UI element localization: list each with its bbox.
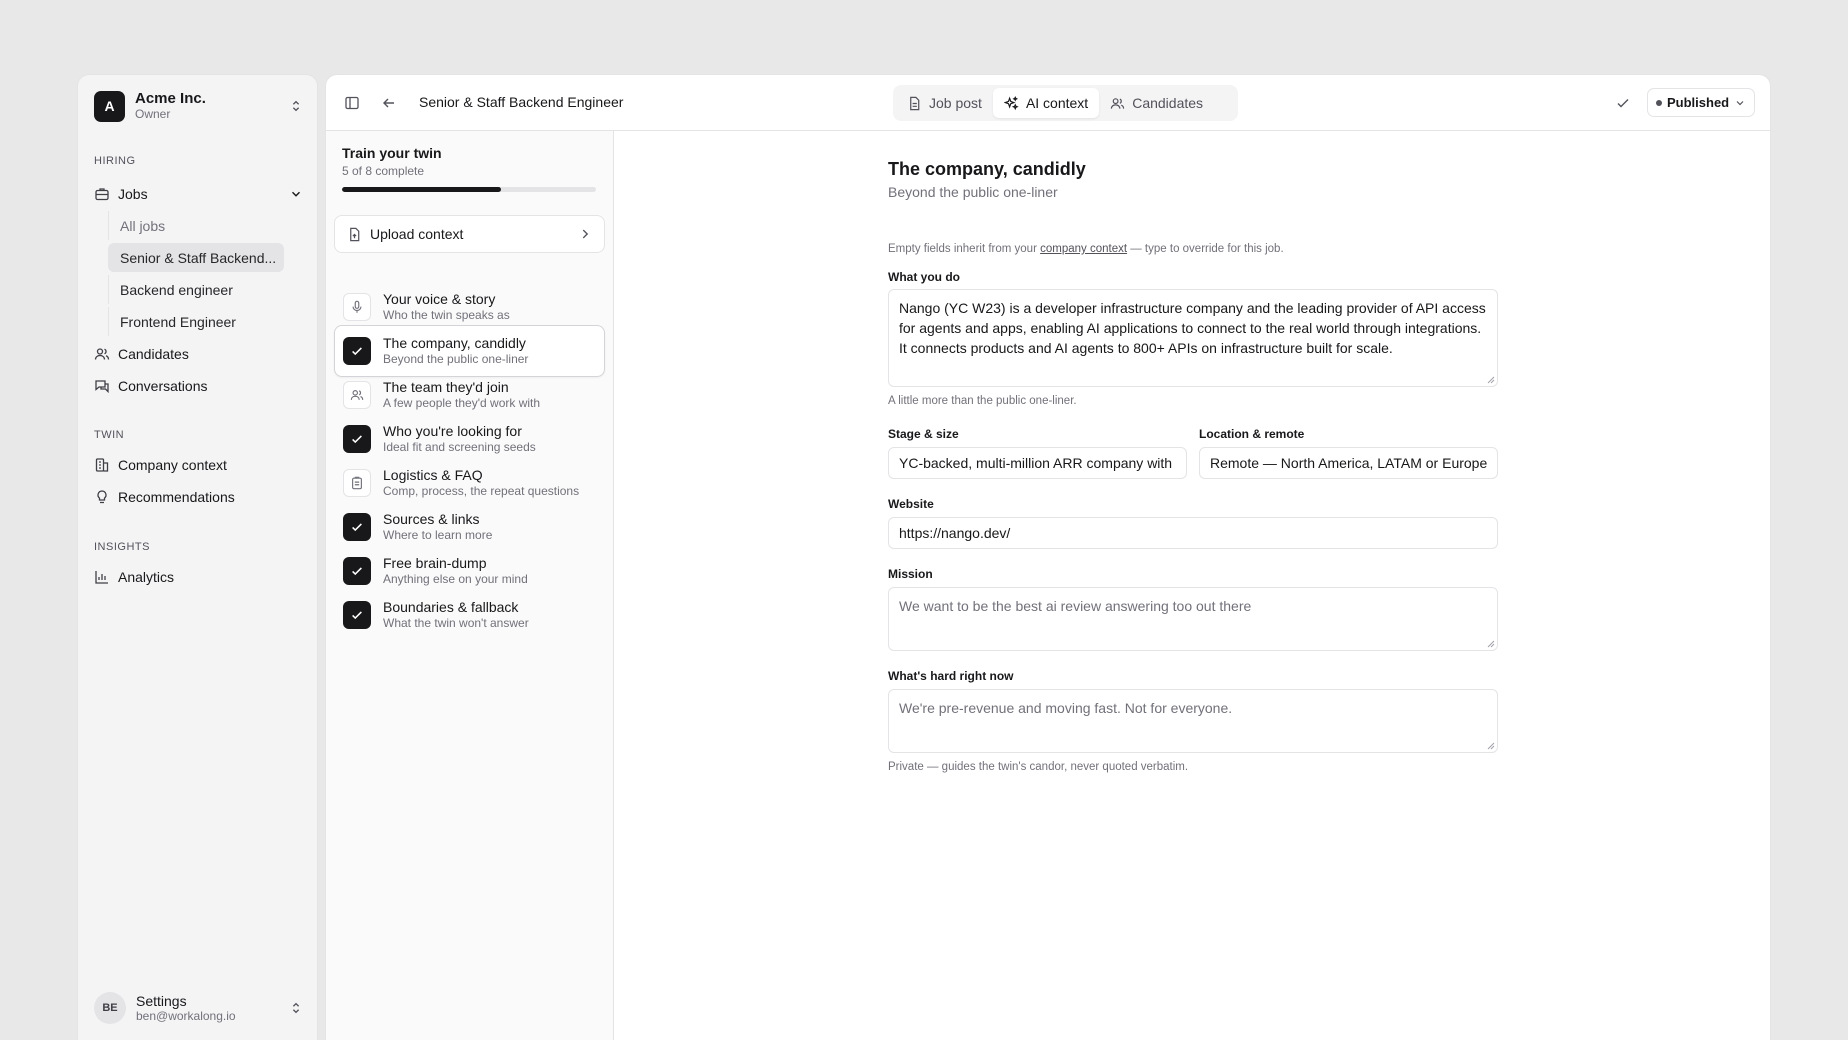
section-label-insights: INSIGHTS xyxy=(94,541,150,553)
step-item[interactable] xyxy=(334,589,605,641)
nav-jobs-label: Jobs xyxy=(118,186,148,202)
nav-recommendations[interactable] xyxy=(94,482,303,512)
tab-ai-context[interactable] xyxy=(993,88,1099,118)
upload-context-button[interactable] xyxy=(334,215,605,253)
step-title: Who you're looking for xyxy=(383,423,522,439)
check-icon xyxy=(343,425,371,453)
chevron-right-icon xyxy=(578,227,592,241)
nav-conversations-label: Conversations xyxy=(118,378,208,394)
arrow-left-icon[interactable] xyxy=(381,95,397,111)
whats-hard-label: What's hard right now xyxy=(888,669,1014,683)
section-label-hiring: HIRING xyxy=(94,155,136,167)
check-icon xyxy=(343,557,371,585)
chevron-down-icon xyxy=(1734,97,1746,109)
nav-company-context-label: Company context xyxy=(118,457,227,473)
nav-analytics-label: Analytics xyxy=(118,569,175,585)
document-icon xyxy=(907,96,922,111)
topbar xyxy=(326,75,1770,131)
user-name: Settings xyxy=(136,992,187,1009)
step-subtitle: Who the twin speaks as xyxy=(383,308,510,322)
train-title: Train your twin xyxy=(342,145,442,161)
sub-item-backend-engineer[interactable] xyxy=(108,275,284,304)
messages-icon xyxy=(94,378,110,394)
nav-recommendations-label: Recommendations xyxy=(118,489,235,505)
sidebar xyxy=(77,74,318,1040)
resize-handle-icon[interactable] xyxy=(1487,742,1495,750)
users-icon xyxy=(1110,96,1125,111)
step-subtitle: Comp, process, the repeat questions xyxy=(383,484,580,498)
step-title: The team they'd join xyxy=(383,379,509,395)
step-title: Boundaries & fallback xyxy=(383,599,519,615)
location-remote-field[interactable] xyxy=(1199,447,1498,479)
org-role: Owner xyxy=(135,107,171,121)
what-you-do-hint: A little more than the public one-liner. xyxy=(888,395,1077,407)
page-title: Senior & Staff Backend Engineer xyxy=(419,94,624,110)
form-subtitle: Beyond the public one-liner xyxy=(888,184,1058,200)
user-menu[interactable] xyxy=(94,990,303,1026)
what-you-do-value: Nango (YC W23) is a developer infrastructure company and the leading provider of API access for agents and apps, enabling AI applications to connect to the real world through integrations. It connects products and AI agents to 800+ APIs on infrastructure built for scale. xyxy=(899,300,1486,356)
whats-hard-field[interactable] xyxy=(888,689,1498,753)
website-field[interactable] xyxy=(888,517,1498,549)
file-upload-icon xyxy=(347,227,362,242)
building-icon xyxy=(94,457,110,473)
sparkles-icon xyxy=(1004,96,1019,111)
location-remote-label: Location & remote xyxy=(1199,427,1305,441)
org-name: Acme Inc. xyxy=(135,90,206,107)
bar-chart-icon xyxy=(94,569,110,585)
users-icon xyxy=(343,381,371,409)
step-title: Free brain-dump xyxy=(383,555,487,571)
inherit-note-text: Empty fields inherit from your xyxy=(888,243,1041,255)
step-title: The company, candidly xyxy=(383,335,526,351)
user-email: ben@workalong.io xyxy=(136,1008,236,1023)
chevrons-up-down-icon xyxy=(289,99,303,113)
tab-label: Job post xyxy=(929,95,982,111)
whats-hard-hint: Private — guides the twin's candor, never quoted verbatim. xyxy=(888,761,1189,773)
company-context-link[interactable]: company context xyxy=(1040,243,1128,255)
step-title: Your voice & story xyxy=(383,291,496,307)
form-title: The company, candidly xyxy=(888,159,1086,179)
sub-item-senior-staff-backend[interactable] xyxy=(108,243,284,272)
whats-hard-placeholder: We're pre-revenue and moving fast. Not for everyone. xyxy=(899,700,1233,716)
briefcase-icon xyxy=(94,186,110,202)
nav-candidates-label: Candidates xyxy=(118,346,189,362)
users-icon xyxy=(94,346,110,362)
stage-size-label: Stage & size xyxy=(888,427,959,441)
train-progress-text: 5 of 8 complete xyxy=(342,164,425,178)
step-subtitle: Beyond the public one-liner xyxy=(383,352,529,366)
step-subtitle: What the twin won't answer xyxy=(383,616,529,630)
tab-job-post[interactable] xyxy=(896,88,993,118)
sub-item-label: Backend engineer xyxy=(120,281,233,298)
step-subtitle: A few people they'd work with xyxy=(383,396,541,410)
mission-field[interactable] xyxy=(888,587,1498,651)
resize-handle-icon[interactable] xyxy=(1487,376,1495,384)
chevron-down-icon xyxy=(289,187,303,201)
status-label: Published xyxy=(1667,95,1730,110)
lightbulb-icon xyxy=(94,489,110,505)
mic-icon xyxy=(343,293,371,321)
nav-conversations[interactable] xyxy=(94,371,303,401)
resize-handle-icon[interactable] xyxy=(1487,640,1495,648)
clipboard-icon xyxy=(343,469,371,497)
location-remote-value: Remote — North America, LATAM or Europe xyxy=(1210,455,1488,471)
chevrons-up-down-icon xyxy=(289,1001,303,1015)
stage-size-value: YC-backed, multi-million ARR company with xyxy=(899,455,1173,471)
mission-placeholder: We want to be the best ai review answering too out there xyxy=(899,598,1252,614)
stage-size-field[interactable] xyxy=(888,447,1187,479)
mission-label: Mission xyxy=(888,567,933,581)
website-value: https://nango.dev/ xyxy=(899,525,1011,541)
step-subtitle: Where to learn more xyxy=(383,528,493,542)
tab-label: AI context xyxy=(1025,95,1089,111)
step-title: Logistics & FAQ xyxy=(383,467,483,483)
nav-analytics[interactable] xyxy=(94,562,303,592)
sub-item-label: Frontend Engineer xyxy=(120,313,236,330)
upload-context-label: Upload context xyxy=(370,226,464,242)
avatar: BE xyxy=(94,992,126,1024)
sub-item-label: All jobs xyxy=(120,217,166,234)
progress-bar-fill xyxy=(342,187,501,192)
sub-item-label: Senior & Staff Backend... xyxy=(120,249,277,266)
sub-item-all-jobs[interactable] xyxy=(108,211,284,240)
check-icon xyxy=(343,601,371,629)
tab-candidates[interactable] xyxy=(1099,88,1214,118)
check-icon xyxy=(343,513,371,541)
check-icon xyxy=(1615,95,1631,111)
nav-candidates[interactable] xyxy=(94,339,303,369)
train-steps-panel xyxy=(326,131,614,1040)
step-subtitle: Ideal fit and screening seeds xyxy=(383,440,536,454)
website-label: Website xyxy=(888,497,934,511)
section-label-twin: TWIN xyxy=(94,429,125,441)
org-switcher[interactable] xyxy=(94,89,303,123)
tab-bar xyxy=(893,85,1238,121)
sidebar-toggle-icon[interactable] xyxy=(344,95,360,111)
nav-jobs[interactable] xyxy=(94,179,303,209)
inherit-note xyxy=(888,243,1284,255)
inherit-note-text: — type to override for this job. xyxy=(1127,243,1284,255)
step-subtitle: Anything else on your mind xyxy=(383,572,528,586)
nav-company-context[interactable] xyxy=(94,450,303,480)
check-icon xyxy=(343,337,371,365)
org-avatar: A xyxy=(94,91,125,122)
tab-label: Candidates xyxy=(1132,95,1204,111)
status-dropdown[interactable] xyxy=(1647,88,1755,117)
step-title: Sources & links xyxy=(383,511,480,527)
main-panel xyxy=(325,74,1771,1040)
what-you-do-field[interactable] xyxy=(888,289,1498,387)
status-dot xyxy=(1656,100,1662,106)
progress-bar xyxy=(342,187,596,192)
sub-item-frontend-engineer[interactable] xyxy=(108,307,284,336)
what-you-do-label: What you do xyxy=(888,270,960,284)
